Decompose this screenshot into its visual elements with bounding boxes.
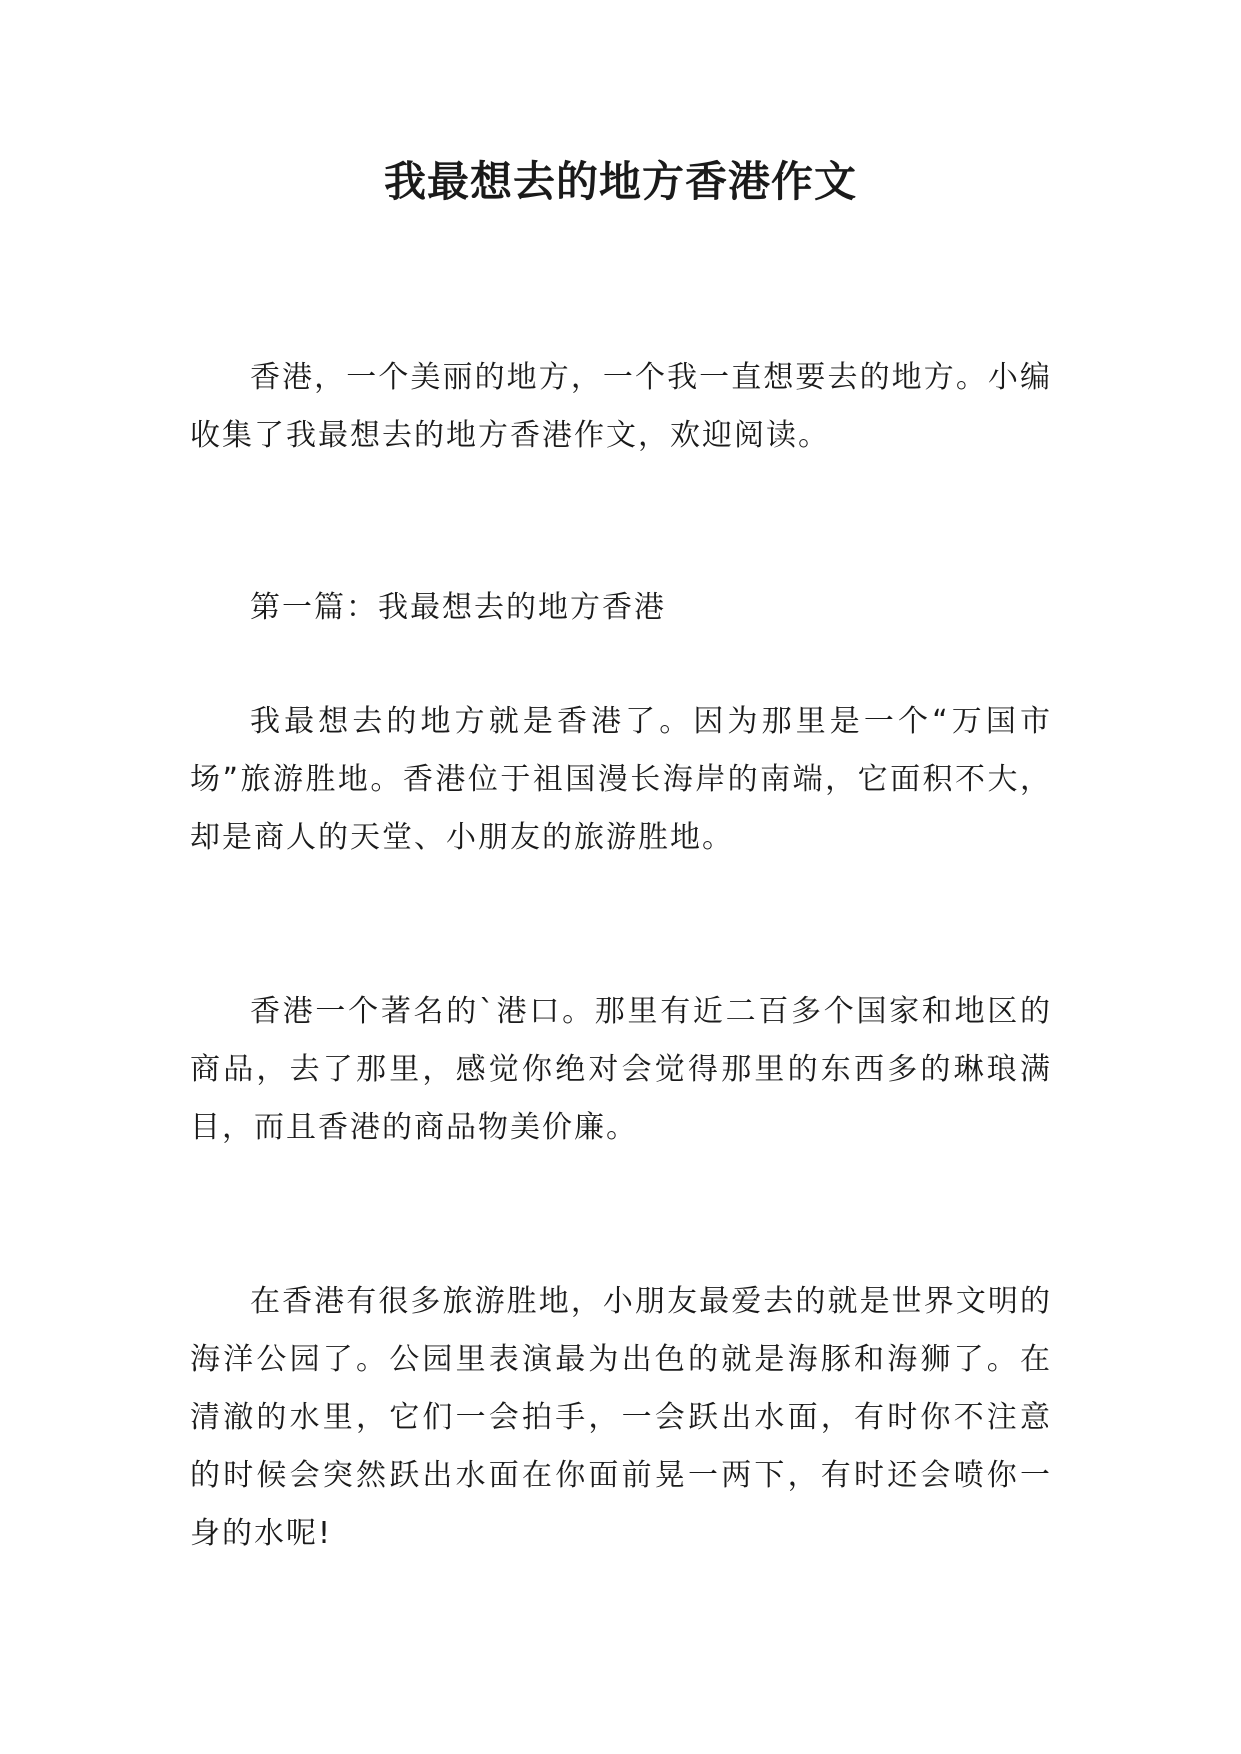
body-paragraph: 香港一个著名的`港口。那里有近二百多个国家和地区的商品，去了那里，感觉你绝对会觉得那里的东西多的琳琅满目，而且香港的商品物美价廉。 [190,994,1052,1145]
body-paragraph: 在香港有很多旅游胜地，小朋友最爱去的就是世界文明的海洋公园了。公园里表演最为出色的就是海豚和海狮了。在清澈的水里，它们一会拍手，一会跃出水面，有时你不注意的时候会突然跃出水面在你面前晃一两下，有时还会喷你一身的水呢! [190,1284,1052,1551]
section-heading: 第一篇：我最想去的地方香港 [250,590,666,625]
document-title: 我最想去的地方香港作文 [383,157,857,206]
body-paragraph: 我最想去的地方就是香港了。因为那里是一个“万国市场”旅游胜地。香港位于祖国漫长海岸的南端，它面积不大，却是商人的天堂、小朋友的旅游胜地。 [190,704,1052,855]
intro-paragraph: 香港，一个美丽的地方，一个我一直想要去的地方。小编收集了我最想去的地方香港作文，欢迎阅读。 [190,360,1052,453]
